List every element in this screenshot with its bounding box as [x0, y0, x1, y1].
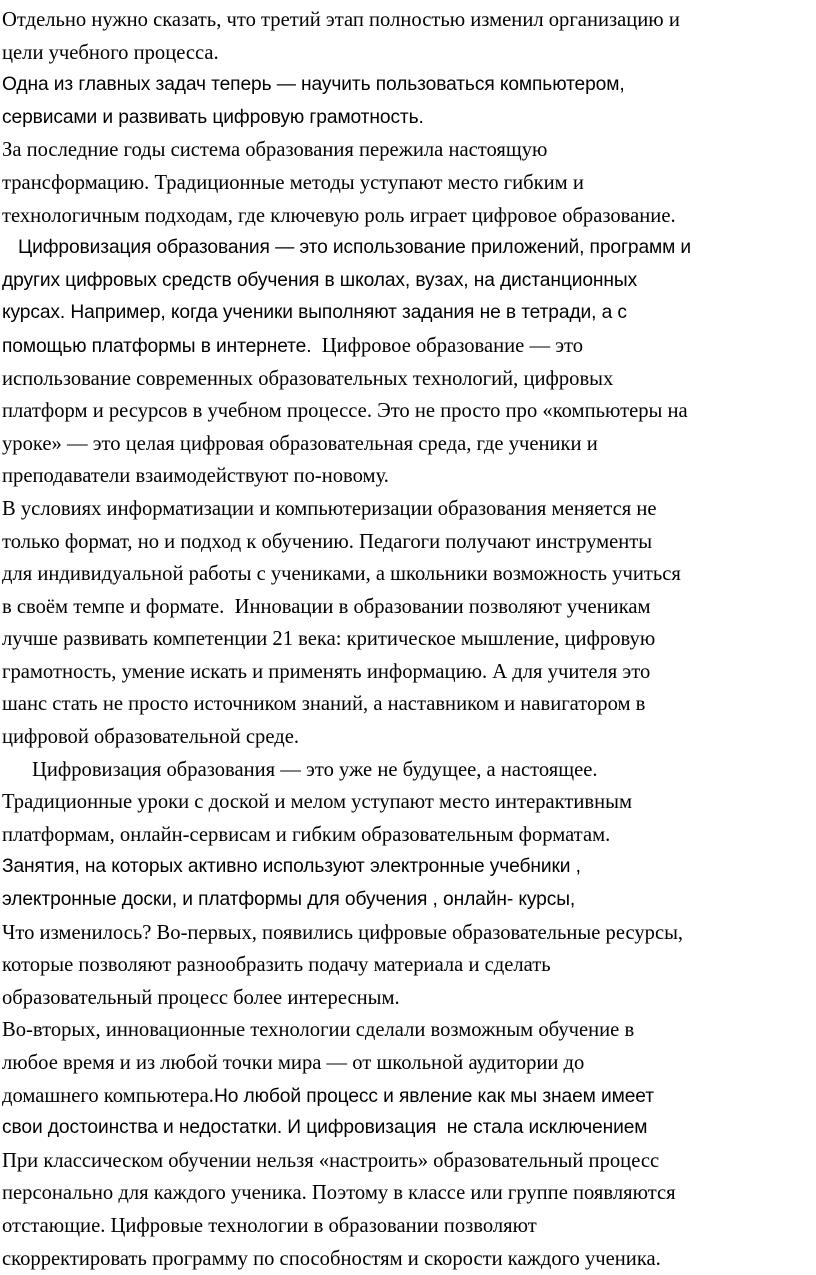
text-line: Отдельно нужно сказать, что третий этап полностью изменил организацию и [2, 9, 680, 31]
text-line: шанс стать не просто источником знаний, а наставником и навигатором в [2, 693, 646, 716]
text-line: Что изменилось? Во-первых, появились цифровые образовательные ресурсы, [2, 921, 684, 944]
text-line: скорректировать программу по способностям и скорости каждого ученика. [2, 1247, 661, 1270]
text-segment: помощью платформы в интернете. [2, 335, 312, 357]
text-line: курсах. Например, когда ученики выполняют задания не в тетради, а с [2, 302, 627, 324]
text-line: сервисами и развивать цифровую грамотность. [2, 106, 424, 128]
text-line: цифровой образовательной среде. [2, 726, 299, 749]
text-line: Цифровизация образования — это использование приложений, программ и [18, 237, 692, 259]
text-line: уроке» — это целая цифровая образовательная среда, где ученики и [2, 432, 598, 455]
text-line: грамотность, умение искать и применять информацию. А для учителя это [2, 660, 651, 683]
text-line: других цифровых средств обучения в школах, вузах, на дистанционных [2, 269, 638, 291]
text-line: Во-вторых, инновационные технологии сделали возможным обучение в [2, 1019, 635, 1042]
text-line: образовательный процесс более интересным. [2, 986, 400, 1009]
text-line: любое время и из любой точки мира — от школьной аудитории до [2, 1052, 585, 1074]
text-line: платформ и ресурсов в учебном процессе. Это не просто про «компьютеры на [2, 400, 688, 423]
text-line: Традиционные уроки с доской и мелом уступают место интерактивным [2, 791, 633, 814]
text-line: свои достоинства и недостатки. И цифровизация не стала исключением [2, 1117, 648, 1139]
text-line: в своём темпе и формате. Инновации в образовании позволяют ученикам [2, 595, 651, 618]
text-line [2, 330, 816, 363]
text-line [2, 1080, 816, 1113]
text-line: преподаватели взаимодействуют по-новому. [2, 465, 389, 488]
text-line: Цифровизация образования — это уже не будущее, а настоящее. [32, 758, 598, 781]
text-line: В условиях информатизации и компьютеризации образования меняется не [2, 497, 657, 520]
text-line: электронные доски, и платформы для обучения , онлайн- курсы, [2, 889, 576, 911]
text-line: лучше развивать компетенции 21 века: критическое мышление, цифровую [2, 628, 656, 651]
text-line: При классическом обучении нельзя «настроить» образовательный процесс [2, 1149, 660, 1172]
text-line: За последние годы система образования пережила настоящую [2, 139, 548, 162]
text-line: трансформацию. Традиционные методы уступают место гибким и [2, 171, 584, 194]
text-line: персонально для каждого ученика. Поэтому в классе или группе появляются [2, 1182, 676, 1205]
text-line: которые позволяют разнообразить подачу материала и сделать [2, 954, 551, 977]
text-line: только формат, но и подход к обучению. Педагоги получают инструменты [2, 530, 653, 553]
text-line: Занятия, на которых активно используют электронные учебники , [2, 856, 581, 878]
text-line: цели учебного процесса. [2, 41, 219, 64]
text-segment: Цифровое образование — это [311, 334, 584, 357]
text-line: отстающие. Цифровые технологии в образовании позволяют [2, 1214, 537, 1237]
text-segment: домашнего компьютера. [2, 1084, 214, 1107]
text-line: Одна из главных задач теперь — научить пользоваться компьютером, [2, 74, 625, 96]
text-segment: Но любой процесс и явление как мы знаем имеет [213, 1085, 654, 1107]
text-line: платформам, онлайн-сервисам и гибким образовательным форматам. [2, 823, 611, 846]
text-line: для индивидуальной работы с учениками, а школьники возможность учиться [2, 563, 681, 586]
text-line: использование современных образовательных технологий, цифровых [2, 367, 614, 390]
text-line: технологичным подходам, где ключевую роль играет цифровое образование. [2, 204, 676, 227]
